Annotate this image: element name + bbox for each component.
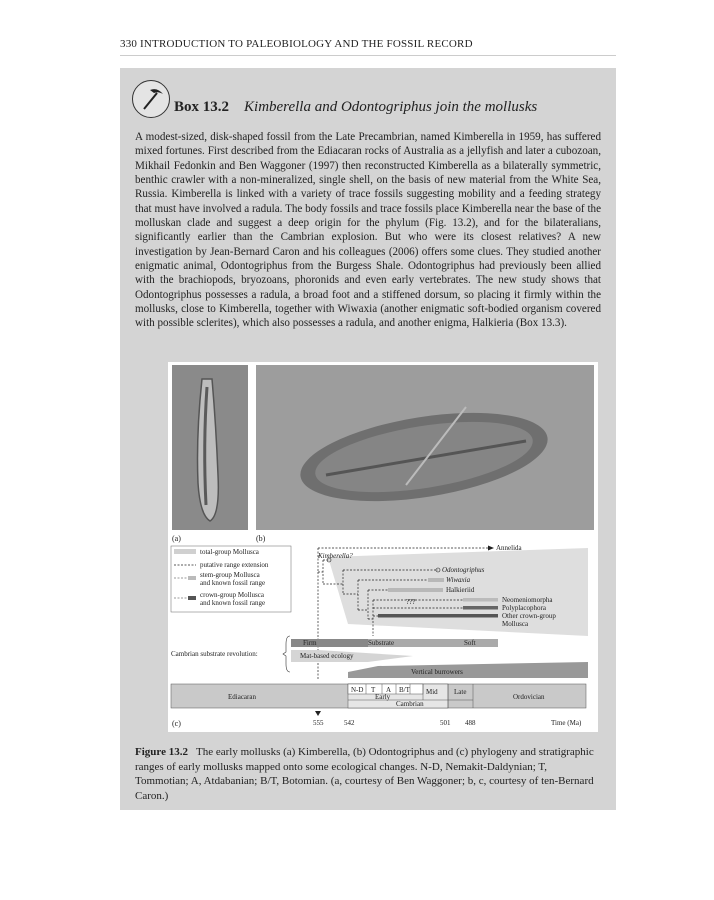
period-ediacaran: Ediacaran xyxy=(228,693,256,701)
box-number: Box 13.2 xyxy=(174,99,230,115)
figure-13-2 xyxy=(168,362,598,732)
legend-stem-2: and known fossil range xyxy=(200,579,266,587)
epoch-late: Late xyxy=(454,688,467,696)
panel-label-a: (a) xyxy=(172,534,181,543)
time-axis-label: Time (Ma) xyxy=(551,719,582,727)
taxon-annelida: Annelida xyxy=(496,544,522,552)
taxon-unknown: ??? xyxy=(406,598,416,606)
epoch-mid: Mid xyxy=(426,688,438,696)
stage-nd: N-D xyxy=(351,686,364,694)
age-488: 488 xyxy=(465,719,476,727)
age-501: 501 xyxy=(440,719,451,727)
taxon-other-crown-2: Mollusca xyxy=(502,620,529,628)
kimberella-photo xyxy=(172,365,248,530)
caption-label: Figure 13.2 xyxy=(135,746,188,758)
panel-label-c: (c) xyxy=(172,719,181,728)
legend xyxy=(171,546,291,612)
figure-caption xyxy=(135,745,601,803)
legend-total: total-group Mollusca xyxy=(200,548,259,556)
box-title xyxy=(174,99,537,116)
stage-t: T xyxy=(371,686,376,694)
burrowers-band xyxy=(348,662,588,678)
legend-stem-1: stem-group Mollusca xyxy=(200,571,260,579)
taxon-neomeniomorpha: Neomeniomorpha xyxy=(502,596,553,604)
legend-putative: putative range extension xyxy=(200,561,269,569)
header-rule xyxy=(120,55,616,56)
substrate-mat: Mat-based ecology xyxy=(300,652,354,660)
period-cambrian: Cambrian xyxy=(396,700,424,708)
box-body-text: A modest-sized, disk-shaped fossil from the Late Precambrian, named Kimberella in 1959, has suffered mixed fortunes. First described from the Ediacaran rocks of Australia as a jellyfish and later a cubozoan, Mikhail Fedonkin and Ben Waggoner (1997) then reconstructed Kimberella as a bilaterally symmetric, benthic crawler with a non-mineralized, single shell, on the basis of new material from the White Sea, Russia. Kimberella is linked with a variety of trace fossils suggesting mobility and a feeding strategy that must have involved a radula. The body fossils and trace fossils place Kimberella near the base of the molluskan clade and suggest a deep origin for the phylum (Fig. 13.2), and for the bilateralians, significantly earlier than the Cambrian explosion. But who were its closest relatives? A new investigation by Jean-Bernard Caron and his colleagues (2006) offers some clues. They studied another enigmatic animal, Odontogriphus from the Burgess Shale. Odontogriphus had previously been allied with the brachiopods, bryozoans, phoronids and even early vertebrates. The new study shows that Odontogriphus possesses a radula, a broad foot and a stiffened dorsum, so placing it firmly within the mollusks, close to Kimberella, together with Wiwaxia (another enigmatic soft-bodied organism covered with possible sclerites), which also possesses a radula, and another enigma, Halkieria (Box 13.3). xyxy=(135,131,601,330)
taxon-odontogriphus: Odontogriphus xyxy=(442,566,485,574)
panel-label-b: (b) xyxy=(256,534,266,543)
pick-hammer-icon xyxy=(132,80,170,118)
info-box xyxy=(120,68,616,810)
stage-a: A xyxy=(386,686,392,694)
legend-crown-2: and known fossil range xyxy=(200,599,266,607)
substrate-firm: Firm xyxy=(303,639,317,647)
box-heading: Kimberella and Odontogriphus join the mollusks xyxy=(244,99,538,115)
taxon-halkieriid: Halkieriid xyxy=(446,586,475,594)
timescale xyxy=(171,684,586,727)
odontogriphus-photo xyxy=(256,365,594,530)
phylogeny-diagram xyxy=(168,544,598,729)
taxon-other-crown-1: Other crown-group xyxy=(502,612,556,620)
period-ordovician: Ordovician xyxy=(513,693,545,701)
epoch-early: Early xyxy=(375,693,391,701)
taxon-polyplacophora: Polyplacophora xyxy=(502,604,546,612)
legend-swatch-total xyxy=(174,549,196,554)
age-555: 555 xyxy=(313,719,324,727)
substrate-burrowers: Vertical burrowers xyxy=(411,668,463,676)
stage-bt: B/T xyxy=(399,686,410,694)
taxon-wiwaxia: Wiwaxia xyxy=(446,576,471,584)
substrate-substrate: Substrate xyxy=(368,639,395,647)
substrate-soft: Soft xyxy=(464,639,476,647)
age-542: 542 xyxy=(344,719,355,727)
caption-text: The early mollusks (a) Kimberella, (b) Odontogriphus and (c) phylogeny and stratigraphic ranges of early mollusks mapped onto some ecological changes. N-D, Nemakit-Daldynian; T, Tommotian; A, Atdabanian; B/T, Botomian. (a, courtesy of Ben Waggoner; b, c, courtesy of ten-Bernard Caron.) xyxy=(135,746,594,802)
legend-crown-1: crown-group Mollusca xyxy=(200,591,264,599)
running-head: 330 INTRODUCTION TO PALEOBIOLOGY AND THE FOSSIL RECORD xyxy=(120,38,473,50)
taxon-kimberella: Kimberella? xyxy=(318,552,353,560)
substrate-label: Cambrian substrate revolution: xyxy=(171,650,258,658)
